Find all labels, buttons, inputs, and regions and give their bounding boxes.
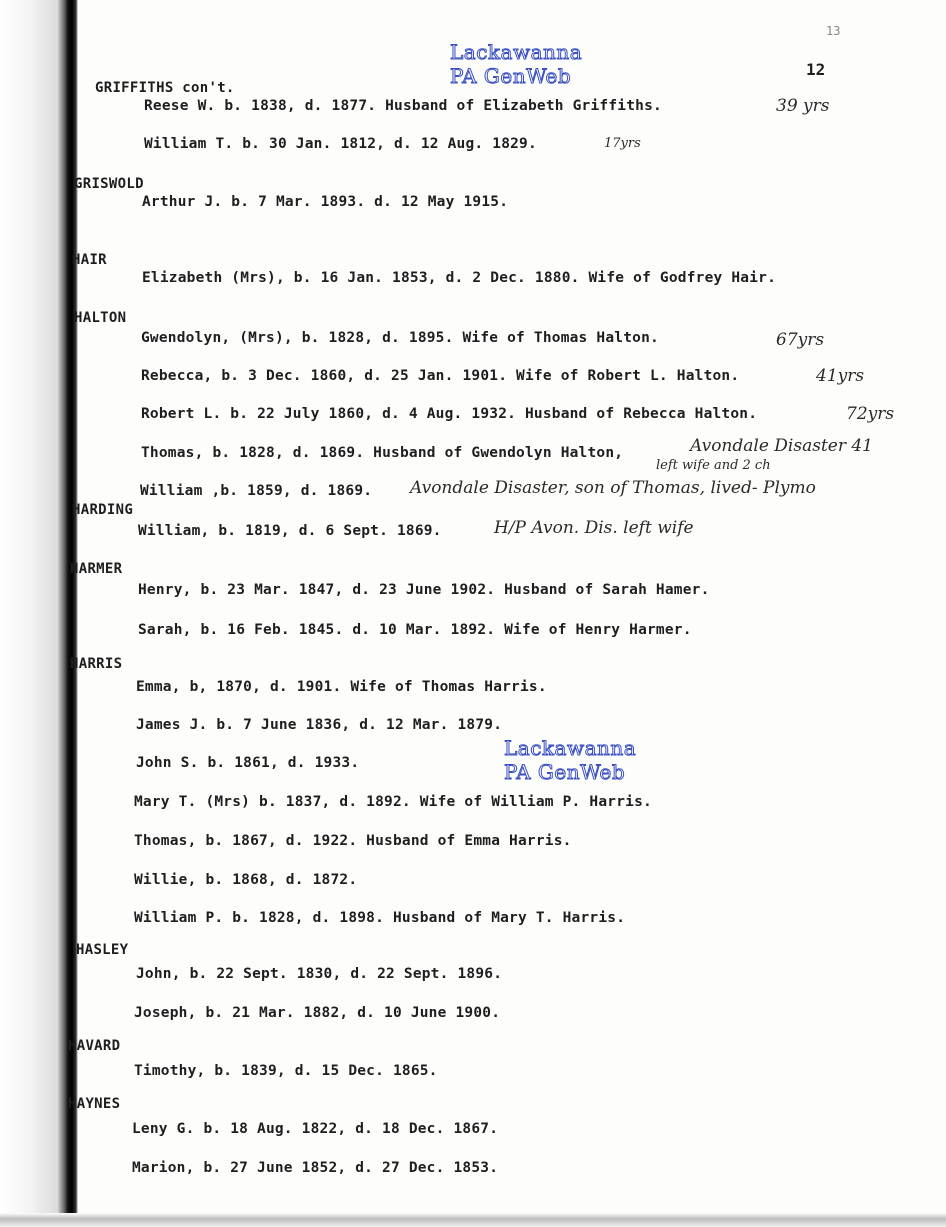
entry-text: Thomas, b. 1867, d. 1922. Husband of Emma Harris. [134, 833, 572, 849]
handwritten-note: left wife and 2 ch [656, 458, 771, 473]
faint-page-number: 13 [826, 24, 841, 38]
surname-heading: GRIFFITHS con't. [95, 80, 235, 96]
entry-text: Marion, b. 27 June 1852, d. 27 Dec. 1853. [132, 1160, 499, 1176]
handwritten-note: 72yrs [846, 404, 895, 424]
handwritten-note: 39 yrs [776, 96, 830, 116]
entry-text: Robert L. b. 22 July 1860, d. 4 Aug. 1932. Husband of Rebecca Halton. [141, 406, 758, 422]
surname-heading: GRISWOLD [74, 176, 144, 192]
entry-text: William T. b. 30 Jan. 1812, d. 12 Aug. 1829. [144, 136, 537, 152]
entry-text: Timothy, b. 1839, d. 15 Dec. 1865. [134, 1063, 438, 1079]
surname-heading: HALTON [74, 310, 127, 326]
entry-text: Reese W. b. 1838, d. 1877. Husband of Elizabeth Griffiths. [144, 98, 662, 114]
surname-heading: HASLEY [76, 942, 129, 958]
entry-text: John, b. 22 Sept. 1830, d. 22 Sept. 1896. [136, 966, 503, 982]
watermark-top [450, 40, 582, 88]
watermark-middle [504, 736, 636, 784]
surname-heading: HAIR [72, 252, 107, 268]
entry-text: John S. b. 1861, d. 1933. [136, 755, 360, 771]
entry-text: Arthur J. b. 7 Mar. 1893. d. 12 May 1915. [142, 194, 509, 210]
entry-text: Thomas, b. 1828, d. 1869. Husband of Gwendolyn Halton, [141, 445, 624, 461]
entry-text: William P. b. 1828, d. 1898. Husband of Mary T. Harris. [134, 910, 626, 926]
handwritten-note: H/P Avon. Dis. left wife [494, 518, 694, 538]
handwritten-note: 41yrs [816, 366, 865, 386]
surname-heading: HARDING [72, 502, 134, 518]
watermark-line1: Lackawanna [504, 736, 637, 760]
handwritten-note: 67yrs [776, 330, 825, 350]
surname-heading: HARMER [70, 561, 123, 577]
watermark-line2: PA GenWeb [450, 64, 572, 88]
watermark-line2: PA GenWeb [504, 760, 626, 784]
handwritten-note: 17yrs [604, 136, 641, 151]
entry-text: James J. b. 7 June 1836, d. 12 Mar. 1879. [136, 717, 503, 733]
entry-text: William, b. 1819, d. 6 Sept. 1869. [138, 523, 442, 539]
entry-text: Sarah, b. 16 Feb. 1845. d. 10 Mar. 1892. Wife of Henry Harmer. [138, 622, 692, 638]
handwritten-note: Avondale Disaster 41 [690, 436, 873, 456]
handwritten-note: Avondale Disaster, son of Thomas, lived- Plymo [410, 478, 816, 498]
page-bottom-edge [0, 1213, 946, 1227]
entry-text: Leny G. b. 18 Aug. 1822, d. 18 Dec. 1867. [132, 1121, 499, 1137]
entry-text: Gwendolyn, (Mrs), b. 1828, d. 1895. Wife of Thomas Halton. [141, 330, 659, 346]
entry-text: Henry, b. 23 Mar. 1847, d. 23 June 1902. Husband of Sarah Hamer. [138, 582, 710, 598]
entry-text: Rebecca, b. 3 Dec. 1860, d. 25 Jan. 1901. Wife of Robert L. Halton. [141, 368, 740, 384]
scan-margin [0, 0, 58, 1227]
entry-text: Elizabeth (Mrs), b. 16 Jan. 1853, d. 2 Dec. 1880. Wife of Godfrey Hair. [142, 270, 777, 286]
watermark-line1: Lackawanna [450, 40, 583, 64]
page-number: 12 [806, 60, 826, 79]
entry-text: Willie, b. 1868, d. 1872. [134, 872, 358, 888]
entry-text: Mary T. (Mrs) b. 1837, d. 1892. Wife of William P. Harris. [134, 794, 652, 810]
entry-text: William ,b. 1859, d. 1869. [140, 483, 373, 499]
surname-heading: HARRIS [70, 656, 123, 672]
entry-text: Emma, b, 1870, d. 1901. Wife of Thomas Harris. [136, 679, 547, 695]
surname-heading: HAYNES [68, 1096, 121, 1112]
surname-heading: HAVARD [68, 1038, 121, 1054]
entry-text: Joseph, b. 21 Mar. 1882, d. 10 June 1900. [134, 1005, 501, 1021]
